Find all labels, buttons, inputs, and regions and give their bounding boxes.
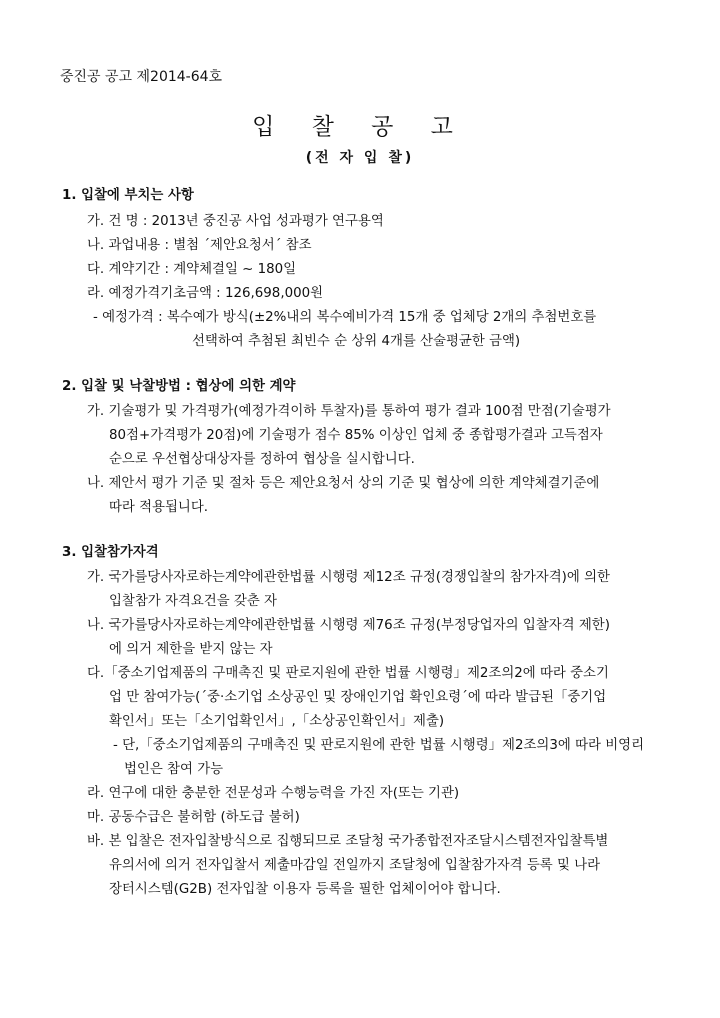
- section-1-item-d: 라. 예정가격기초금액 : 126,698,000원: [87, 286, 324, 301]
- section-2-item-a-cont2: 순으로 우선협상대상자를 정하여 협상을 실시합니다.: [109, 452, 415, 467]
- section-2-heading: 2. 입찰 및 낙찰방법 : 협상에 의한 계약: [62, 379, 296, 394]
- section-3-item-d: 라. 연구에 대한 충분한 전문성과 수행능력을 가진 자(또는 기관): [87, 786, 460, 801]
- notice-number: 중진공 공고 제2014-64호: [60, 69, 223, 85]
- section-3-item-f: 바. 본 입찰은 전자입찰방식으로 집행되므로 조달청 국가종합전자조달시스템전자입찰특별: [87, 834, 609, 849]
- section-3-item-a-cont: 입찰참가 자격요건을 갖춘 자: [109, 594, 277, 609]
- section-1-heading: 1. 입찰에 부치는 사항: [62, 188, 194, 203]
- section-3-item-a: 가. 국가를당사자로하는계약에관한법률 시행령 제12조 규정(경쟁입찰의 참가자격)에 의한: [87, 570, 610, 585]
- section-3-item-c-cont2: 확인서」또는「소기업확인서」,「소상공인확인서」제출): [109, 714, 445, 729]
- section-3-item-c-note: - 단,「중소기업제품의 구매촉진 및 판로지원에 관한 법률 시행령」제2조의3에 따라 비영리: [113, 738, 645, 753]
- section-1-subitem-cont: 선택하여 추첨된 최빈수 순 상위 4개를 산술평균한 금액): [192, 334, 521, 349]
- page-title: 입 찰 공 고: [252, 114, 468, 140]
- section-2-item-a: 가. 기술평가 및 가격평가(예정가격이하 투찰자)를 통하여 평가 결과 100점 만점(기술평가: [87, 404, 611, 419]
- section-1-item-c: 다. 계약기간 : 계약체결일 ~ 180일: [87, 262, 297, 277]
- section-2-item-b-cont: 따라 적용됩니다.: [109, 500, 209, 515]
- section-3-item-c-note-cont: 법인은 참여 가능: [124, 762, 224, 777]
- section-3-item-b-cont: 에 의거 제한을 받지 않는 자: [109, 642, 273, 657]
- section-2-item-b: 나. 제안서 평가 기준 및 절차 등은 제안요청서 상의 기준 및 협상에 의한 계약체결기준에: [87, 476, 600, 491]
- section-2-item-a-cont1: 80점+가격평가 20점)에 기술평가 점수 85% 이상인 업체 중 종합평가결과 고득점자: [109, 428, 603, 443]
- page-subtitle: (전 자 입 찰): [305, 150, 415, 166]
- section-1-item-b: 나. 과업내용 : 별첨 ´제안요청서´ 참조: [87, 238, 312, 253]
- section-1-item-a: 가. 건 명 : 2013년 중진공 사업 성과평가 연구용역: [87, 214, 384, 229]
- section-3-item-e: 마. 공동수급은 불허함 (하도급 불허): [87, 810, 300, 825]
- section-3-item-b: 나. 국가를당사자로하는계약에관한법률 시행령 제76조 규정(부정당업자의 입찰자격 제한): [87, 618, 610, 633]
- section-3-item-f-cont1: 유의서에 의거 전자입찰서 제출마감일 전일까지 조달청에 입찰참가자격 등록 및 나라: [109, 858, 601, 873]
- section-1-subitem: - 예정가격 : 복수예가 방식(±2%내의 복수예비가격 15개 중 업체당 2개의 추첨번호를: [93, 310, 597, 325]
- section-3-item-f-cont2: 장터시스템(G2B) 전자입찰 이용자 등록을 필한 업체이어야 합니다.: [109, 882, 501, 897]
- section-3-item-c: 다.「중소기업제품의 구매촉진 및 판로지원에 관한 법률 시행령」제2조의2에 따라 중소기: [87, 666, 609, 681]
- section-3-heading: 3. 입찰참가자격: [62, 545, 159, 560]
- section-3-item-c-cont1: 업 만 참여가능(´중·소기업 소상공인 및 장애인기업 확인요령´에 따라 발급된「중기업: [109, 690, 607, 705]
